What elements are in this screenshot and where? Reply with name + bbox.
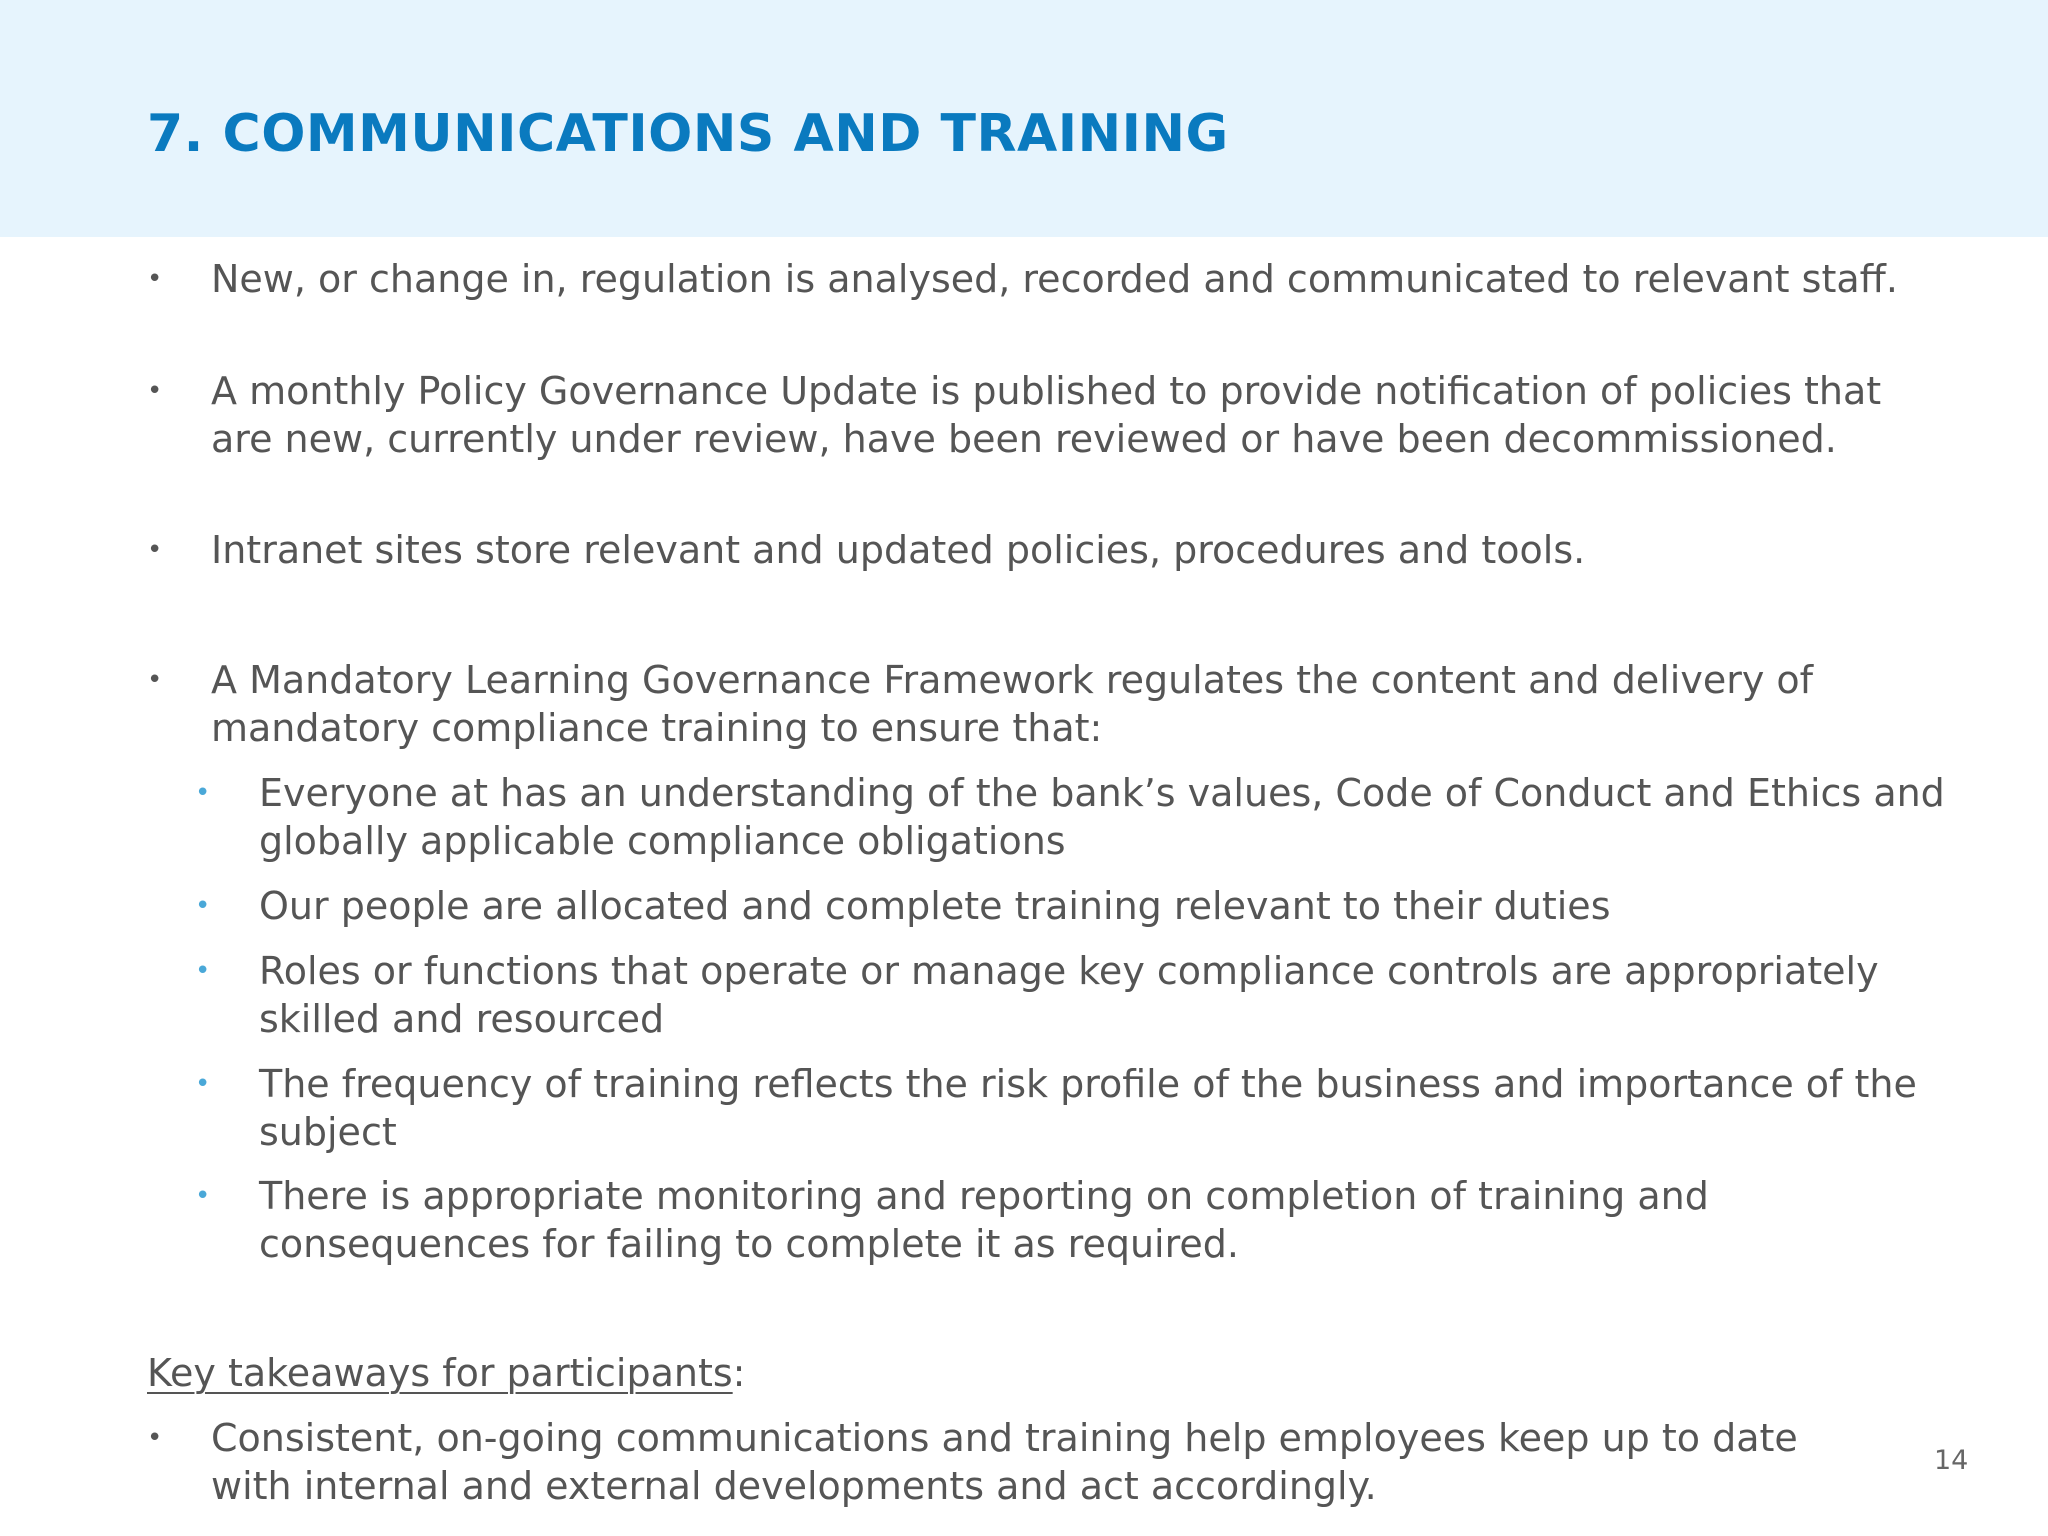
bullet-item [147,255,1911,303]
page-title: 7. COMMUNICATIONS AND TRAINING [147,104,1229,164]
sub-bullet-dot-icon: • [195,956,211,986]
bullet-text: New, or change in, regulation is analysed, recorded and communicated to relevant staff. [211,257,1898,301]
sub-bullet-dot-icon: • [195,778,211,808]
bullet-dot-icon: • [147,665,163,695]
bullet-dot-icon: • [147,535,163,565]
sub-bullet-text: Our people are allocated and complete training relevant to their duties [259,884,1611,928]
bullet-item [147,526,1911,574]
takeaways-heading-colon: : [732,1351,746,1395]
bullet-text: Intranet sites store relevant and updated policies, procedures and tools. [211,528,1586,572]
sub-bullet-item [195,947,1979,1043]
sub-bullet-text: There is appropriate monitoring and reporting on completion of training and consequences for failing to complete it as required. [259,1174,1709,1266]
takeaway-text: Consistent, on-going communications and training help employees keep up to date with internal and external developments and act accordingly. [211,1416,1798,1508]
takeaways-heading-text: Key takeaways for participants [147,1351,733,1395]
sub-bullet-item [195,1060,1979,1156]
bullet-dot-icon: • [147,1423,163,1453]
sub-bullet-text: Everyone at has an understanding of the bank’s values, Code of Conduct and Ethics and globally applicable compliance obligations [259,771,1945,863]
sub-bullet-text: The frequency of training reflects the risk profile of the business and importance of the subject [259,1062,1917,1154]
bullet-dot-icon: • [147,264,163,294]
takeaways-heading [147,1349,745,1397]
sub-bullet-dot-icon: • [195,891,211,921]
bullet-item-framework [147,656,1911,752]
bullet-text: A monthly Policy Governance Update is published to provide notification of policies that are new, currently under review, have been reviewed or have been decommissioned. [211,369,1882,461]
takeaway-item [147,1414,1871,1510]
sub-bullet-item [195,882,1979,930]
sub-bullet-text: Roles or functions that operate or manage key compliance controls are appropriately skilled and resourced [259,949,1879,1041]
bullet-text: A Mandatory Learning Governance Framework regulates the content and delivery of mandatory compliance training to ensure that: [211,658,1814,750]
sub-bullet-dot-icon: • [195,1181,211,1211]
bullet-item [147,367,1911,463]
sub-bullet-item [195,1172,1979,1268]
page-number: 14 [1934,1445,1969,1476]
bullet-dot-icon: • [147,376,163,406]
sub-bullet-dot-icon: • [195,1069,211,1099]
sub-bullet-item [195,769,1979,865]
